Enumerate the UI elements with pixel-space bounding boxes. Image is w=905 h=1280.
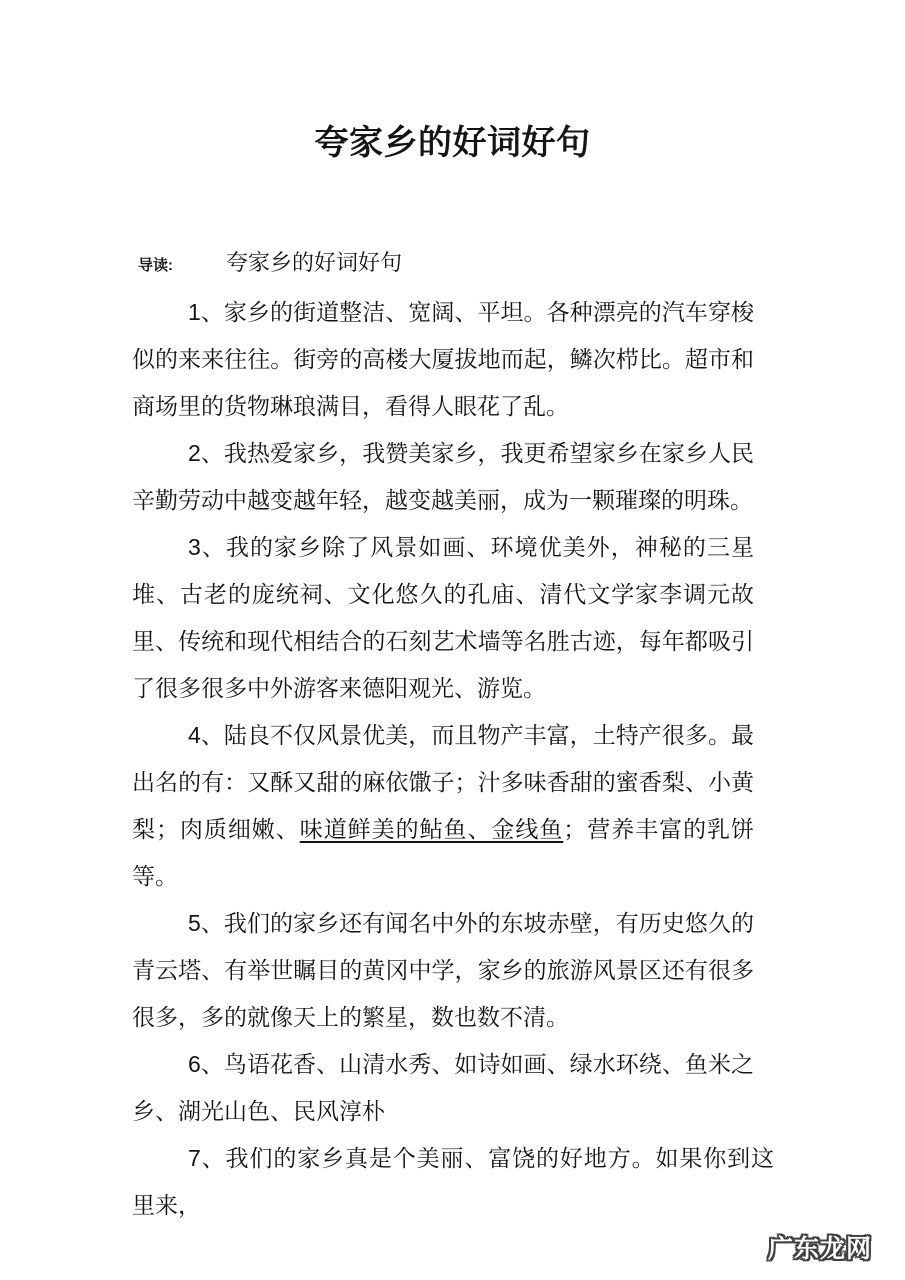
paragraph-5 [132, 900, 754, 1041]
site-watermark: 广东龙网 [767, 1235, 872, 1263]
lead-line [132, 239, 754, 289]
paragraph-1 [132, 289, 754, 430]
paragraph-7-text: 7、我们的家乡真是个美丽、富饶的好地方。如果你到这里来， [132, 1145, 774, 1218]
paragraph-6 [132, 1041, 754, 1135]
paragraph-4-text-post: ；营养丰富的乳饼等。 [132, 816, 755, 889]
paragraph-2-text: 2、我热爱家乡，我赞美家乡，我更希望家乡在家乡人民辛勤劳动中越变越年轻，越变越美丽，成为一颗璀璨的明珠。 [132, 440, 754, 513]
paragraph-1-text: 1、家乡的街道整洁、宽阔、平坦。各种漂亮的汽车穿梭似的来来往往。街旁的高楼大厦拔地而起，鳞次栉比。超市和商场里的货物琳琅满目，看得人眼花了乱。 [132, 299, 754, 419]
paragraph-5-text: 5、我们的家乡还有闻名中外的东坡赤壁，有历史悠久的青云塔、有举世瞩目的黄冈中学，家乡的旅游风景区还有很多很多，多的就像天上的繁星，数也数不清。 [132, 910, 754, 1030]
paragraph-7 [132, 1135, 774, 1229]
paragraph-3-text: 3、我的家乡除了风景如画、环境优美外，神秘的三星堆、古老的庞统祠、文化悠久的孔庙、清代文学家李调元故里、传统和现代相结合的石刻艺术墙等名胜古迹，每年都吸引了很多很多中外游客来德阳观光、游览。 [132, 534, 754, 701]
paragraph-6-text: 6、鸟语花香、山清水秀、如诗如画、绿水环绕、鱼米之乡、湖光山色、民风淳朴 [132, 1051, 754, 1124]
document-body [132, 239, 774, 1229]
paragraph-4 [132, 712, 754, 900]
paragraph-3 [132, 524, 754, 712]
lead-label: 导读: [138, 257, 173, 274]
paragraph-4-underlined-text: 味道鲜美的鲇鱼、金线鱼 [299, 816, 564, 842]
lead-title: 夸家乡的好词好句 [226, 250, 403, 275]
paragraph-2 [132, 430, 754, 524]
paragraph-4-text-pre: 4、陆良不仅风景优美，而且物产丰富，土特产很多。最出名的有：又酥又甜的麻依馓子；汁多味香甜的蜜香梨、小黄梨；肉质细嫩、 [132, 722, 754, 842]
page-title: 夸家乡的好词好句 [314, 124, 591, 162]
